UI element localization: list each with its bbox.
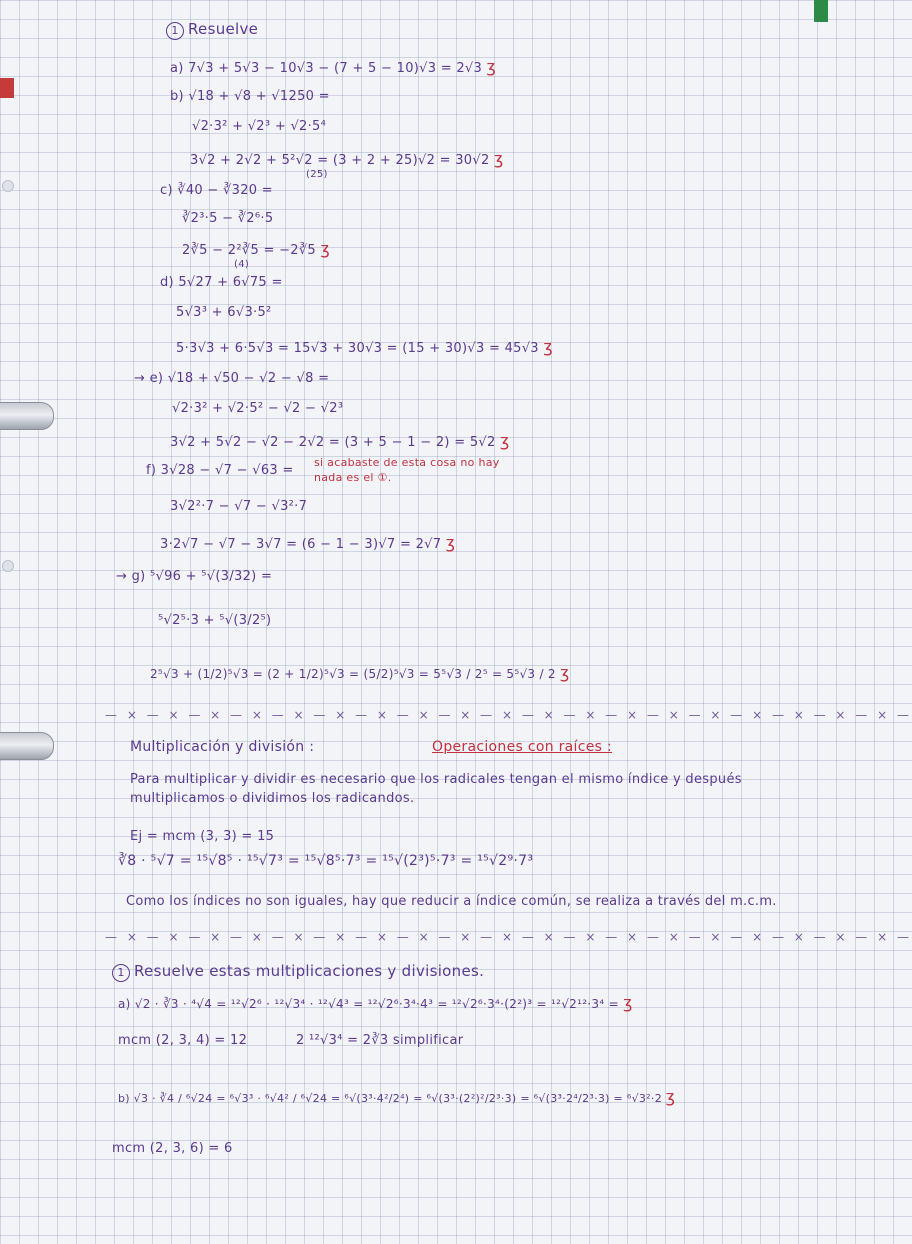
exercise-b: b) √18 + √8 + √1250 =	[170, 89, 330, 104]
exercise-b-step2-text: 3√2 + 2√2 + 5²√2 = (3 + 2 + 25)√2 = 30√2	[190, 153, 490, 168]
separator-line: — × — × — × — × — × — × — × — × — × — × — × — × — × — × — × — × — × — × — × —	[105, 930, 912, 944]
exercise-d: d) 5√27 + 6√75 =	[160, 275, 283, 290]
exercise-d-step2	[176, 338, 553, 358]
exercise-c-step2-text: 2∛5 − 2²∛5 = −2∛5	[182, 243, 316, 258]
exercise-3a-text: a) √2 · ∛3 · ⁴√4 = ¹²√2⁶ · ¹²√3⁴ · ¹²√4³ = ¹²√2⁶·3⁴·4³ = ¹²√2⁶·3⁴·(2²)³ = ¹²√2¹²·3⁴ =	[118, 997, 619, 1011]
binder-ring-bottom	[0, 732, 54, 760]
exercise-c-step2	[182, 240, 330, 260]
exercise-d-step2-text: 5·3√3 + 6·5√3 = 15√3 + 30√3 = (15 + 30)√3 = 45√3	[176, 341, 539, 356]
exercise-b-note: (25)	[306, 169, 328, 180]
exercise-number-badge: 1	[166, 22, 184, 40]
exercise-e-step2	[170, 432, 510, 452]
exercise-3a-mcm: mcm (2, 3, 4) = 12	[118, 1033, 248, 1048]
check-mark: ʒ	[486, 57, 497, 76]
separator-line: — × — × — × — × — × — × — × — × — × — × — × — × — × — × — × — × — × — × — × —	[105, 708, 912, 722]
check-mark: ʒ	[623, 993, 633, 1012]
check-mark: ʒ	[665, 1087, 676, 1106]
exercise-f-step2	[160, 534, 455, 554]
exercise-3b-mcm: mcm (2, 3, 6) = 6	[112, 1141, 233, 1156]
punch-hole	[2, 560, 14, 572]
example-label: Ej = mcm (3, 3) = 15	[130, 829, 275, 844]
exercise-d-step1: 5√3³ + 6√3·5²	[176, 305, 272, 320]
exercise-b-step2	[190, 150, 504, 170]
red-margin-tab	[0, 78, 14, 98]
binder-ring-top	[0, 402, 54, 430]
check-mark: ʒ	[445, 533, 456, 552]
section3-heading	[112, 962, 484, 982]
exercise-g-step2	[150, 664, 570, 683]
section2-title-left: Multiplicación y división :	[130, 739, 315, 755]
exercise-g-step1: ⁵√2⁵·3 + ⁵√(3/2⁵)	[158, 613, 272, 628]
exercise-c-step1: ∛2³·5 − ∛2⁶·5	[182, 211, 274, 226]
section2-rule-text: Para multiplicar y dividir es necesario que los radicales tengan el mismo índice y después multiplicamos o dividimos los radicandos.	[130, 772, 742, 806]
exercise-number-badge: 1	[112, 964, 130, 982]
check-mark: ʒ	[320, 239, 330, 258]
section2-title-right: Operaciones con raíces :	[432, 739, 613, 755]
exercise-g-step2-text: 2⁵√3 + (1/2)⁵√3 = (2 + 1/2)⁵√3 = (5/2)⁵√3 = 5⁵√3 / 2⁵ = 5⁵√3 / 2	[150, 667, 556, 681]
punch-hole	[2, 180, 14, 192]
binder-rings	[0, 0, 60, 1244]
check-mark: ʒ	[499, 431, 510, 450]
exercise-c: c) ∛40 − ∛320 =	[160, 183, 273, 198]
exercise-3b	[118, 1088, 675, 1108]
section1-heading	[166, 20, 258, 40]
section1-heading-text: Resuelve	[188, 20, 259, 38]
check-mark: ʒ	[543, 337, 553, 356]
example-line: ∛8 · ⁵√7 = ¹⁵√8⁵ · ¹⁵√7³ = ¹⁵√8⁵·7³ = ¹⁵√(2³)⁵·7³ = ¹⁵√2⁹·7³	[118, 853, 534, 869]
exercise-3b-text: b) √3 · ∛4 / ⁶√24 = ⁶√3³ · ⁶√4² / ⁶√24 = ⁶√(3³·4²/2⁴) = ⁶√(3³·(2²)²/2³·3) = ⁶√(3³·2⁴/2³·3) = ⁶√3²·2	[118, 1092, 662, 1105]
exercise-a-text: a) 7√3 + 5√3 − 10√3 − (7 + 5 − 10)√3 = 2√3	[170, 61, 483, 76]
exercise-e-text: e) √18 + √50 − √2 − √8 =	[149, 371, 330, 386]
exercise-c-note: (4)	[234, 259, 250, 270]
margin-note: si acabaste de esta cosa no hay nada es el ①.	[314, 456, 500, 484]
green-page-edge	[814, 0, 828, 22]
exercise-f-step2-text: 3·2√7 − √7 − 3√7 = (6 − 1 − 3)√7 = 2√7	[160, 537, 442, 552]
exercise-3a	[118, 994, 633, 1013]
exercise-g-text: g) ⁵√96 + ⁵√(3/32) =	[131, 569, 273, 584]
section3-heading-text: Resuelve estas multiplicaciones y divisiones.	[134, 962, 485, 980]
exercise-g: → g) ⁵√96 + ⁵√(3/32) =	[116, 569, 273, 584]
check-mark: ʒ	[493, 149, 504, 168]
exercise-f: f) 3√28 − √7 − √63 =	[146, 463, 294, 478]
exercise-b-step1: √2·3² + √2³ + √2·5⁴	[192, 119, 327, 134]
exercise-f-step1: 3√2²·7 − √7 − √3²·7	[170, 499, 308, 514]
exercise-a	[170, 58, 496, 78]
exercise-e: → e) √18 + √50 − √2 − √8 =	[134, 371, 330, 386]
exercise-e-step2-text: 3√2 + 5√2 − √2 − 2√2 = (3 + 5 − 1 − 2) = 5√2	[170, 435, 496, 450]
check-mark: ʒ	[559, 663, 570, 682]
exercise-e-step1: √2·3² + √2·5² − √2 − √2³	[172, 401, 344, 416]
exercise-3a-simplify: 2 ¹²√3⁴ = 2∛3 simplificar	[296, 1033, 464, 1048]
section2-note: Como los índices no son iguales, hay que reducir a índice común, se realiza a través del m.c.m.	[126, 894, 777, 909]
